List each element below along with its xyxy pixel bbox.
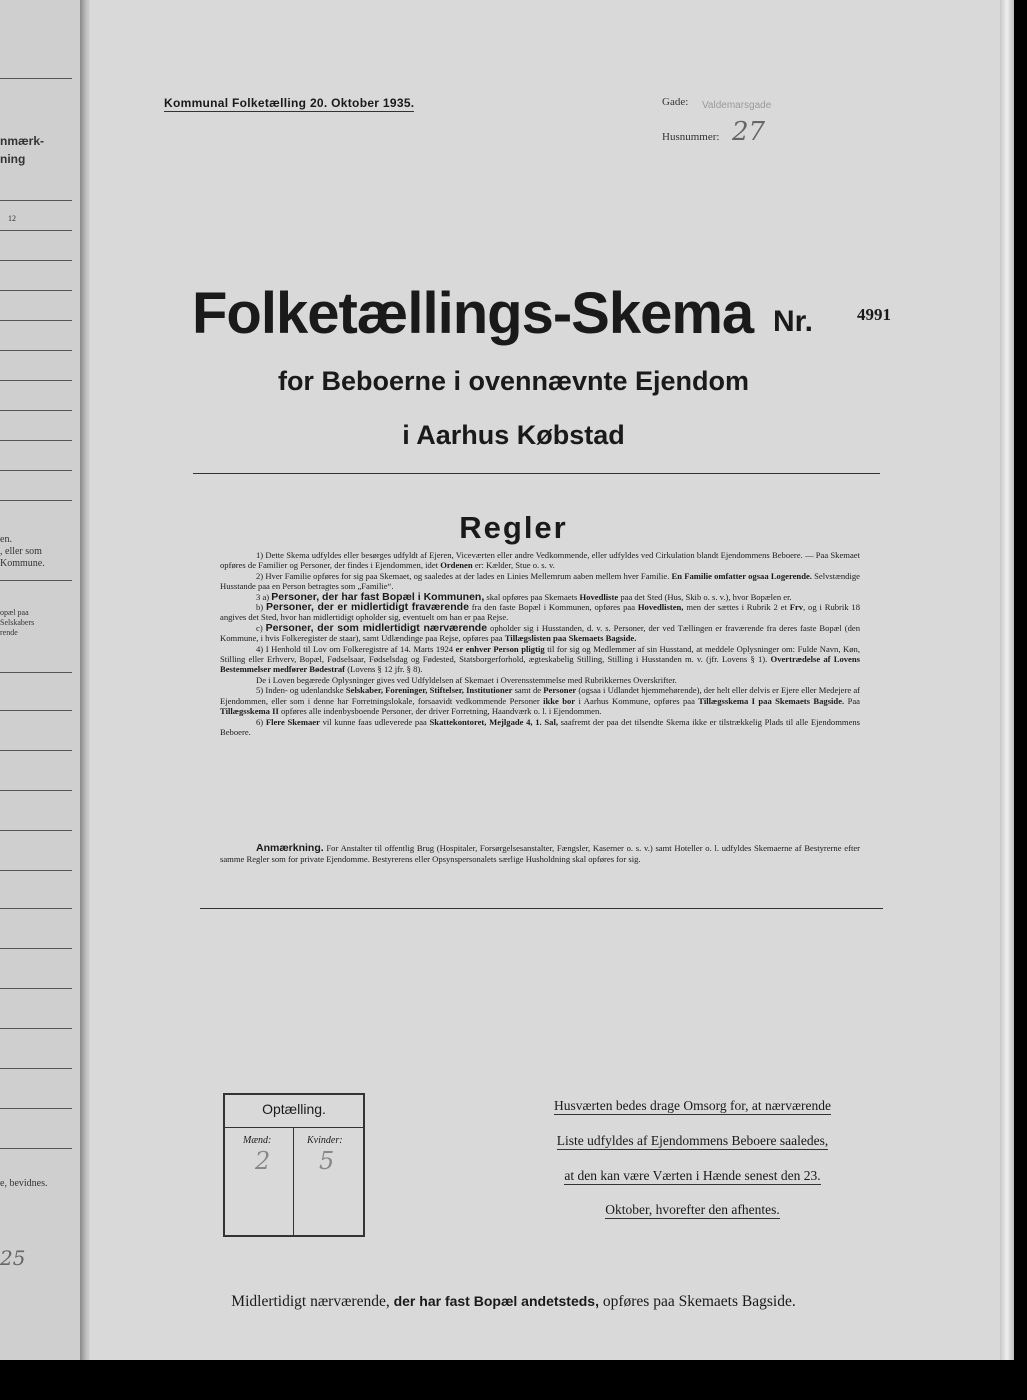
prev-fragment: , eller som	[0, 546, 42, 557]
rule-line	[0, 200, 72, 201]
rule-line	[0, 580, 72, 581]
rule-line	[0, 1028, 72, 1029]
gade-value: Valdemarsgade	[702, 100, 772, 111]
form-title: Folketællings-Skema	[192, 281, 754, 346]
rule-4: 4) I Henhold til Lov om Folkeregistre af 14. Marts 1924 er enhver Person pligtig til for sig og Medlemmer af sin Husstand, at meddele Oplysninger om: Fulde Navn, Køn, Stilling eller Erhverv, Bopæl, Fødselsaar, Fødselsdag og Fødested, Statsborgerforhold, ægteskabelig Stilling, Stilling i Husstanden m. v. (jfr. Lovens § 1). Overtrædelse af Lovens Bestemmelser medfører Bødestraf (Lovens § 12 jfr. § 8).	[220, 643, 860, 675]
rule-line	[0, 1068, 72, 1069]
rule-3a: 3 a) Personer, der har fast Bopæl i Kommunen, skal opføres paa Skemaets Hovedliste paa det Sted (Hus, Skib o. s. v.), hvor Bopælen er.	[256, 590, 792, 603]
rule-line	[0, 410, 72, 411]
rule-line	[0, 710, 72, 711]
instruction-line-4: Oktober, hvorefter den afhentes.	[605, 1202, 780, 1217]
prev-anmaerk-1: nmærk-	[0, 134, 45, 148]
count-divider-vertical	[293, 1127, 294, 1235]
prev-hand-number: 25	[0, 1246, 26, 1270]
prev-fragment: en.	[0, 534, 12, 545]
instruction-line-1: Husværten bedes drage Omsorg for, at nærværende	[553, 1098, 832, 1113]
maend-value: 2	[255, 1147, 271, 1175]
footer-part-3: opføres paa Skemaets Bagside.	[602, 1293, 796, 1310]
form-subtitle-1: for Beboerne i ovennævnte Ejendom	[277, 366, 750, 396]
rules-text	[220, 550, 860, 737]
rule-3c: c) Personer, der som midlertidigt nærværende opholder sig i Husstanden, d. v. s. Personer, der ved Tællingen er fraværende fra deres faste Bopæl (den Kommune, i hvis Folkeregister de staar), samt Udlændinge paa Rejse, opføres paa Tillægslisten paa Skemaets Bagside.	[220, 621, 860, 644]
divider-bottom	[200, 908, 883, 909]
rule-4-cont: De i Loven begærede Oplysninger gives ved Udfyldelsen af Skemaet i Overensstemmelse med Rubrikkernes Overskrifter.	[256, 674, 677, 685]
rule-line	[0, 790, 72, 791]
rule-line	[0, 260, 72, 261]
count-divider	[225, 1127, 363, 1128]
rule-line	[0, 870, 72, 871]
prev-fragment: Selskabers	[0, 618, 35, 627]
rule-line	[0, 350, 72, 351]
rule-line	[0, 988, 72, 989]
rule-line	[0, 948, 72, 949]
prev-fragment: Kommune.	[0, 558, 45, 569]
remark-text: For Anstalter til offentlig Brug (Hospitaler, Forsørgelsesanstalter, Fængsler, Kaserner o. s. v.) samt Hoteller o. l. udfyldes Skemaerne af Bestyrerne efter samme Regler som for private Ejendomme. Bestyrerens eller Opsynspersonalets særlige Husholdning skal opføres for sig.	[220, 843, 861, 864]
form-number-value: 4991	[857, 305, 891, 324]
divider-top	[193, 473, 880, 474]
prev-fragment: rende	[0, 628, 18, 637]
prev-fragment: e, bevidnes.	[0, 1178, 48, 1189]
rule-line	[0, 908, 72, 909]
kvinder-value: 5	[319, 1147, 335, 1175]
footer-note	[0, 1293, 1027, 1311]
footer-part-2: der har fast Bopæl andetsteds,	[393, 1293, 599, 1309]
husnummer-value: 27	[732, 117, 766, 147]
rule-2: 2) Hver Familie opføres for sig paa Skemaet, og saaledes at der lades en Linies Mellemrum aaben mellem hver Familie. En Familie omfatter ogsaa Logerende. Selvstændige Husstande paa en Person betragtes som „Familie“.	[220, 570, 860, 592]
kvinder-label: Kvinder:	[307, 1135, 343, 1146]
rule-line	[0, 750, 72, 751]
rule-line	[0, 230, 72, 231]
rules-heading: Regler	[459, 510, 568, 545]
rule-line	[0, 1108, 72, 1109]
rule-5: 5) Inden- og udenlandske Selskaber, Foreninger, Stiftelser, Institutioner samt de Personer (ogsaa i Udlandet hjemmehørende), der helt eller delvis er Ejere eller Medejere af Ejendommen, eller som i denne har Forretningslokale, forsaavidt vedkommende Personer ikke bor i Aarhus Kommune, opføres paa Tillægsskema I paa Skemaets Bagside. Paa Tillægsskema II opføres alle indenbysboende Personer, der driver Forretning, Haandværk o. l. i Ejendommen.	[220, 685, 861, 717]
rule-line	[0, 672, 72, 673]
gade-label: Gade:	[662, 96, 689, 108]
rule-line	[0, 470, 72, 471]
page-edge	[1000, 0, 1014, 1360]
form-number-label: Nr.	[773, 305, 814, 338]
husnummer-label: Husnummer:	[662, 131, 720, 143]
rule-1: 1) Dette Skema udfyldes eller besørges udfyldt af Ejeren, Viceværten eller andre Vedkommende, eller udfyldes ved Cirkulation blandt Ejendommens Beboere. — Paa Skemaet opføres de Familier og Personer, der findes i Ejendommen, idet Ordenen er: Kælder, Stue o. s. v.	[220, 550, 860, 571]
prev-col-number: 12	[8, 214, 16, 223]
remark-label: Anmærkning.	[256, 842, 324, 854]
rule-line	[0, 320, 72, 321]
maend-label: Mænd:	[243, 1135, 272, 1146]
instruction-line-3: at den kan være Værten i Hænde senest den 23.	[564, 1168, 821, 1183]
rule-line	[0, 290, 72, 291]
previous-page-strip	[0, 0, 82, 1360]
form-subtitle-2: i Aarhus Købstad	[402, 420, 625, 450]
rule-line	[0, 830, 72, 831]
census-header-title: Kommunal Folketælling 20. Oktober 1935.	[164, 96, 415, 110]
rule-line	[0, 1148, 72, 1149]
prev-anmaerk-2: ning	[0, 152, 26, 166]
prev-fragment: opæl paa	[0, 608, 29, 617]
instruction-line-2: Liste udfyldes af Ejendommens Beboere saaledes,	[556, 1133, 829, 1148]
rule-6: 6) Flere Skemaer vil kunne faas udleverede paa Skattekontoret, Mejlgade 4, 1. Sal, saafremt der paa det tilsendte Skema ikke er tilstrækkelig Plads til alle Ejendommens Beboere.	[220, 716, 861, 737]
remark-note	[220, 843, 860, 864]
count-title: Optælling.	[262, 1101, 326, 1117]
rule-line	[0, 78, 72, 79]
rule-line	[0, 500, 72, 501]
count-box	[223, 1093, 365, 1237]
footer-part-1: Midlertidigt nærværende,	[231, 1293, 390, 1310]
rule-3b: b) Personer, der er midlertidigt fraværende fra den faste Bopæl i Kommunen, opføres paa Hovedlisten, men der sættes i Rubrik 2 et Frv, og i Rubrik 18 angives det Sted, hvor han midlertidigt opholder sig, eventuelt om han er paa Rejse.	[220, 601, 861, 623]
